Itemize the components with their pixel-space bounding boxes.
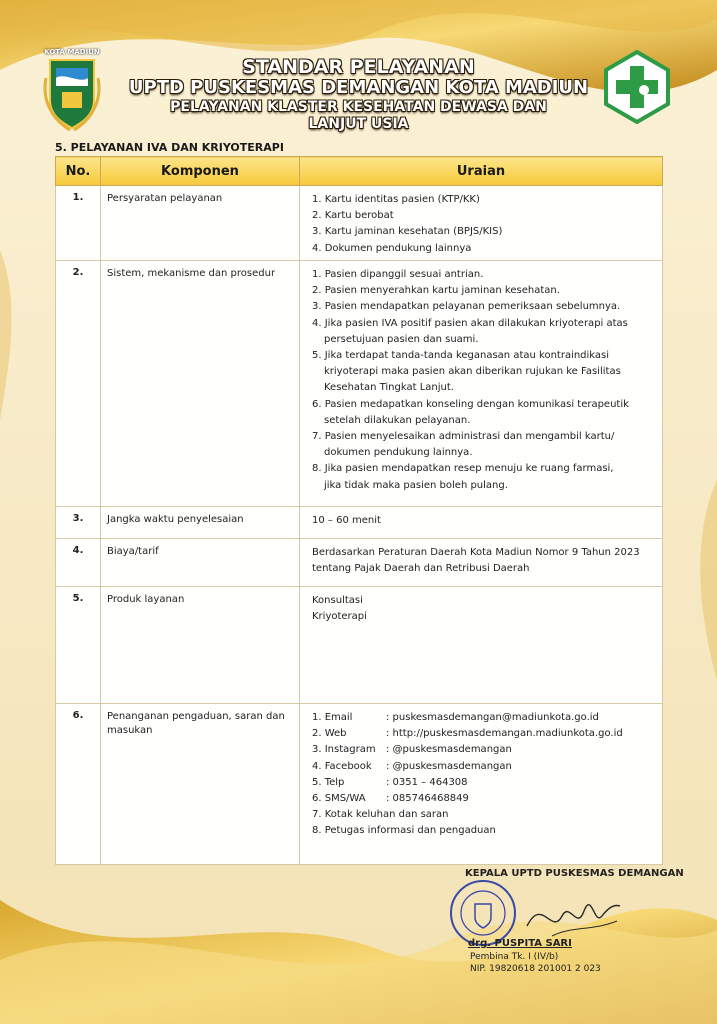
row-component: Biaya/tarif xyxy=(101,539,300,587)
row-number: 1. xyxy=(56,186,101,261)
description-line: Kriyoterapi xyxy=(312,611,367,623)
contact-value: : puskesmasdemangan@madiunkota.go.id xyxy=(386,712,599,723)
service-standard-table xyxy=(55,156,663,865)
header xyxy=(0,0,717,140)
description-line: Kesehatan Tingkat Lanjut. xyxy=(324,382,454,394)
description-line: Konsultasi xyxy=(312,595,363,606)
row-description xyxy=(300,539,663,587)
row-number: 3. xyxy=(56,507,101,539)
row-component: Produk layanan xyxy=(101,587,300,704)
description-line: dokumen pendukung lainnya. xyxy=(324,447,473,459)
contact-value: : @puskesmasdemangan xyxy=(386,744,512,756)
table-row xyxy=(56,539,663,587)
contact-value: : @puskesmasdemangan xyxy=(386,760,512,772)
row-number: 4. xyxy=(56,539,101,587)
table-body xyxy=(56,186,663,865)
description-line xyxy=(312,726,654,742)
contact-channel: 4. Facebook xyxy=(312,760,372,772)
row-number: 6. xyxy=(56,704,101,865)
description-line: Berdasarkan Peraturan Daerah Kota Madiun Nomor 9 Tahun 2023 xyxy=(312,547,640,558)
column-header-komponen: Komponen xyxy=(101,157,300,186)
description-line xyxy=(312,742,654,758)
column-header-no: No. xyxy=(56,157,101,186)
contact-channel: 1. Email xyxy=(312,712,353,723)
contact-channel: 5. Telp xyxy=(312,776,345,788)
description-line: 10 – 60 menit xyxy=(312,515,381,526)
row-description xyxy=(300,186,663,261)
shield-emblem-icon xyxy=(40,48,104,132)
handwritten-signature xyxy=(522,886,622,946)
row-component: Sistem, mekanisme dan prosedur xyxy=(101,261,300,507)
contact-channel: 2. Web xyxy=(312,728,347,740)
signatory-position: KEPALA UPTD PUSKESMAS DEMANGAN xyxy=(465,868,684,879)
description-line xyxy=(312,759,654,775)
cluster-title-line1: PELAYANAN KLASTER KESEHATAN DEWASA DAN xyxy=(170,99,547,115)
row-number: 2. xyxy=(56,261,101,507)
table-row xyxy=(56,507,663,539)
contact-value: : 085746468849 xyxy=(386,793,469,805)
description-line: 7. Pasien menyelesaikan administrasi dan mengambil kartu/ xyxy=(312,431,615,443)
description-line xyxy=(312,710,654,726)
row-description xyxy=(300,704,663,865)
row-component: Jangka waktu penyelesaian xyxy=(101,507,300,539)
row-number: 5. xyxy=(56,587,101,704)
row-description xyxy=(300,587,663,704)
signatory-rank: Pembina Tk. I (IV/b) xyxy=(470,952,559,962)
kota-madiun-logo xyxy=(40,48,104,132)
cluster-title xyxy=(120,99,597,133)
signatory-name: drg. PUSPITA SARI xyxy=(468,938,572,949)
description-line: 8. Petugas informasi dan pengaduan xyxy=(312,825,496,837)
description-line: 1. Pasien dipanggil sesuai antrian. xyxy=(312,269,484,280)
description-line: 5. Jika terdapat tanda-tanda keganasan atau kontraindikasi xyxy=(312,350,610,362)
signature-block xyxy=(440,866,700,1016)
page-title: STANDAR PELAYANAN xyxy=(242,56,475,78)
puskesmas-logo xyxy=(600,50,674,124)
table-row xyxy=(56,704,663,865)
table-row xyxy=(56,186,663,261)
description-line: 4. Jika pasien IVA positif pasien akan dilakukan kriyoterapi atas xyxy=(312,317,628,329)
description-line: jika tidak maka pasien boleh pulang. xyxy=(324,479,508,491)
description-line: 6. Pasien medapatkan konseling dengan komunikasi terapeutik xyxy=(312,398,629,410)
description-line: 8. Jika pasien mendapatkan resep menuju ke ruang farmasi, xyxy=(312,463,614,475)
row-component: Persyaratan pelayanan xyxy=(101,186,300,261)
description-line: 4. Dokumen pendukung lainnya xyxy=(312,242,472,254)
table-row xyxy=(56,587,663,704)
table-row xyxy=(56,261,663,507)
description-line: 3. Pasien mendapatkan pelayanan pemeriksaan sebelumnya. xyxy=(312,301,621,313)
description-line: setelah dilakukan pelayanan. xyxy=(324,414,471,426)
description-line: 2. Kartu berobat xyxy=(312,210,394,222)
contact-value: : http://puskesmasdemangan.madiunkota.go.id xyxy=(386,728,623,740)
description-line xyxy=(312,791,654,807)
table-header-row xyxy=(56,157,663,186)
row-component: Penanganan pengaduan, saran dan masukan xyxy=(101,704,300,865)
description-line: 2. Pasien menyerahkan kartu jaminan kesehatan. xyxy=(312,285,560,297)
section-title: 5. PELAYANAN IVA DAN KRIYOTERAPI xyxy=(55,141,284,154)
contact-channel: 6. SMS/WA xyxy=(312,793,366,805)
description-line xyxy=(312,775,654,791)
column-header-uraian: Uraian xyxy=(300,157,663,186)
description-line: tentang Pajak Daerah dan Retribusi Daerah xyxy=(312,563,530,575)
institution-title: UPTD PUSKESMAS DEMANGAN KOTA MADIUN xyxy=(128,77,589,98)
puskesmas-cross-icon xyxy=(600,50,674,124)
signatory-nip: NIP. 19820618 201001 2 023 xyxy=(470,964,601,974)
row-description xyxy=(300,507,663,539)
description-line: 7. Kotak keluhan dan saran xyxy=(312,809,449,821)
row-description xyxy=(300,261,663,507)
cluster-title-line2: LANJUT USIA xyxy=(308,116,409,132)
description-line: persetujuan pasien dan suami. xyxy=(324,333,479,345)
description-line: 3. Kartu jaminan kesehatan (BPJS/KIS) xyxy=(312,226,503,238)
description-line: kriyoterapi maka pasien akan diberikan rujukan ke Fasilitas xyxy=(324,366,621,378)
contact-channel: 3. Instagram xyxy=(312,744,376,756)
contact-value: : 0351 – 464308 xyxy=(386,776,468,788)
description-line: 1. Kartu identitas pasien (KTP/KK) xyxy=(312,194,480,205)
logo-caption: KOTA MADIUN xyxy=(44,48,100,56)
